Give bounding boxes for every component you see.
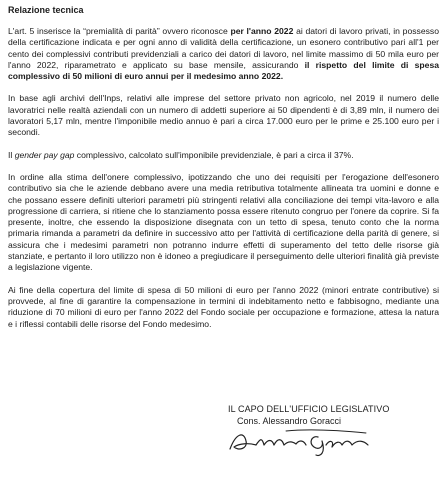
- italic-text: gender pay gap: [14, 149, 75, 160]
- paragraph-gender-pay-gap: [8, 150, 439, 161]
- signature-role: IL CAPO DELL'UFFICIO LEGISLATIVO: [228, 404, 390, 414]
- handwritten-signature: [226, 427, 396, 457]
- signature-name: Cons. Alessandro Goracci: [237, 416, 342, 426]
- paragraph-text: complessivo, calcolato sull'imponibile previdenziale, è pari a circa il 37%.: [74, 149, 354, 160]
- bold-text: per l'anno 2022: [230, 26, 294, 36]
- bold-text: il rispetto del limite di spesa complessivo di 50 milioni di euro annui per il medesimo anno 2022.: [8, 59, 440, 82]
- document-title: Relazione tecnica: [8, 5, 84, 15]
- paragraph-text: L'art. 5 inserisce la “premialità di parità” ovvero riconosce: [8, 26, 231, 36]
- paragraph-text: ai datori di lavoro privati, in possesso della certificazione indicata e per ogni anno di validità della certificazione, un esonero contributivo pari all'1 per cento dei complessivi contributi previdenziali a carico dei datori di lavoro, nel limite massimo di 50 mila euro per l'anno 2022, riparametrato e applicato su base mensile, assicurando: [8, 26, 439, 70]
- paragraph-premialita: [8, 26, 439, 82]
- paragraph-inps-data: In base agli archivi dell'Inps, relativi alle imprese del settore privato non agricolo, nel 2019 il numero delle lavoratrici nelle realtà aziendali con un numero di addetti superiore ai 50 dipendenti è di 3,89 mln, il numero dei lavoratori 5,17 mln, mentre l'imponibile medio annuo è pari a circa 17.000 euro per le prime e 25.100 euro per i secondi.: [8, 93, 439, 138]
- paragraph-onere: In ordine alla stima dell'onere complessivo, ipotizzando che uno dei requisiti per l'erogazione dell'esonero contributivo sia che le aziende debbano avere una media retributiva totalmente allineata tra uomini e donne e che possano essere definiti ulteriori parametri più stringenti relativi alla conciliazione dei tempi vita-lavoro e alla progressione di carriera, si ritiene che lo stanziamento possa essere ritenuto congruo per l'onere da coprire. Si fa presente, inoltre, che essendo la disposizione disegnata con un tetto di spesa, tenuto conto che la norma primaria rimanda a parametri da definire in successivo atto per l'attività di certificazione della parità di genere, si assicura che i medesimi parametri non potranno indurre effetti di superamento del tetto delle risorse già stanziate, e pertanto il loro utilizzo non è idoneo a pregiudicare il perseguimento delle ulteriori finalità già previste a legislazione vigente.: [8, 171, 439, 273]
- paragraph-text: Il: [8, 149, 15, 160]
- signature-block: [228, 403, 389, 427]
- paragraph-copertura: Ai fine della copertura del limite di spesa di 50 milioni di euro per l'anno 2022 (minori entrate contributive) si provvede, al fine di garantire la compensazione in termini di indebitamento netto e fabbisogno, mediante una riduzione di 70 milioni di euro per l'anno 2022 del Fondo sociale per occupazione e formazione, attesa la natura e i riflessi contabili delle risorse del Fondo medesimo.: [8, 284, 439, 329]
